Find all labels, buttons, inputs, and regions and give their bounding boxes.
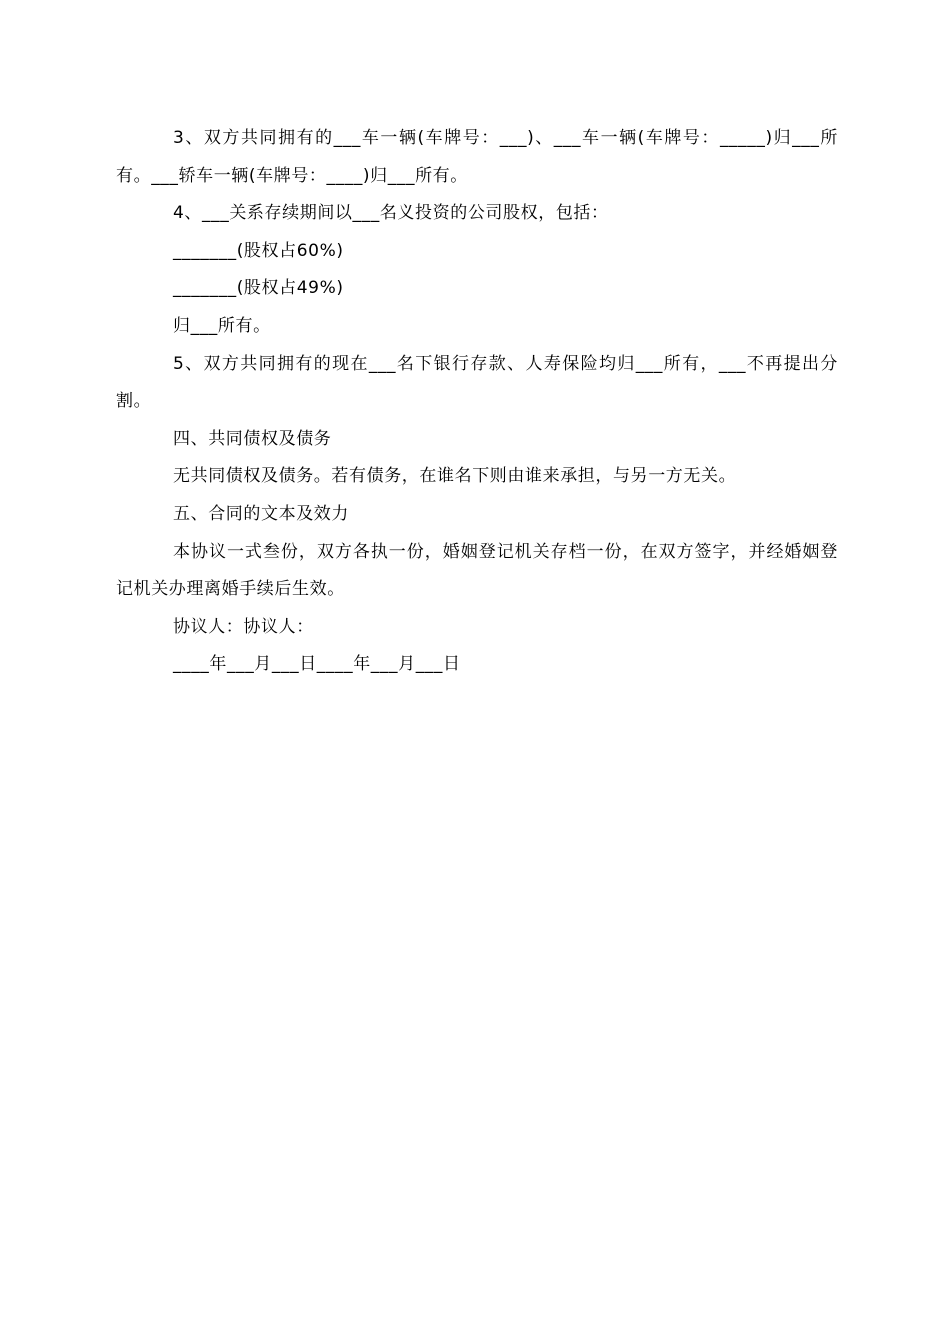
clause-vehicles: 3、双方共同拥有的___车一辆(车牌号：___)、___车一辆(车牌号：_____)归___所有。___轿车一辆(车牌号：____)归___所有。	[116, 128, 838, 186]
equity-item-1: _______(股权占60%)	[173, 240, 344, 261]
debts-text: 无共同债权及债务。若有债务，在谁名下则由谁来承担，与另一方无关。	[173, 466, 737, 487]
validity-text: 本协议一式叁份，双方各执一份，婚姻登记机关存档一份，在双方签字，并经婚姻登记机关办理离婚手续后生效。	[116, 541, 838, 600]
clause-equity-intro: 4、___关系存续期间以___名义投资的公司股权，包括：	[173, 203, 609, 224]
section-heading-debts: 四、共同债权及债务	[173, 428, 332, 449]
equity-ownership: 归___所有。	[173, 315, 271, 336]
equity-item-2: _______(股权占49%)	[173, 278, 344, 299]
document-body	[116, 120, 838, 684]
clause-deposits: 5、双方共同拥有的现在___名下银行存款、人寿保险均归___所有，___不再提出分割。	[116, 353, 838, 412]
signatories-line: 协议人：协议人：	[173, 616, 314, 637]
section-heading-validity: 五、合同的文本及效力	[173, 503, 349, 524]
date-line: ____年___月___日____年___月___日	[173, 654, 461, 675]
